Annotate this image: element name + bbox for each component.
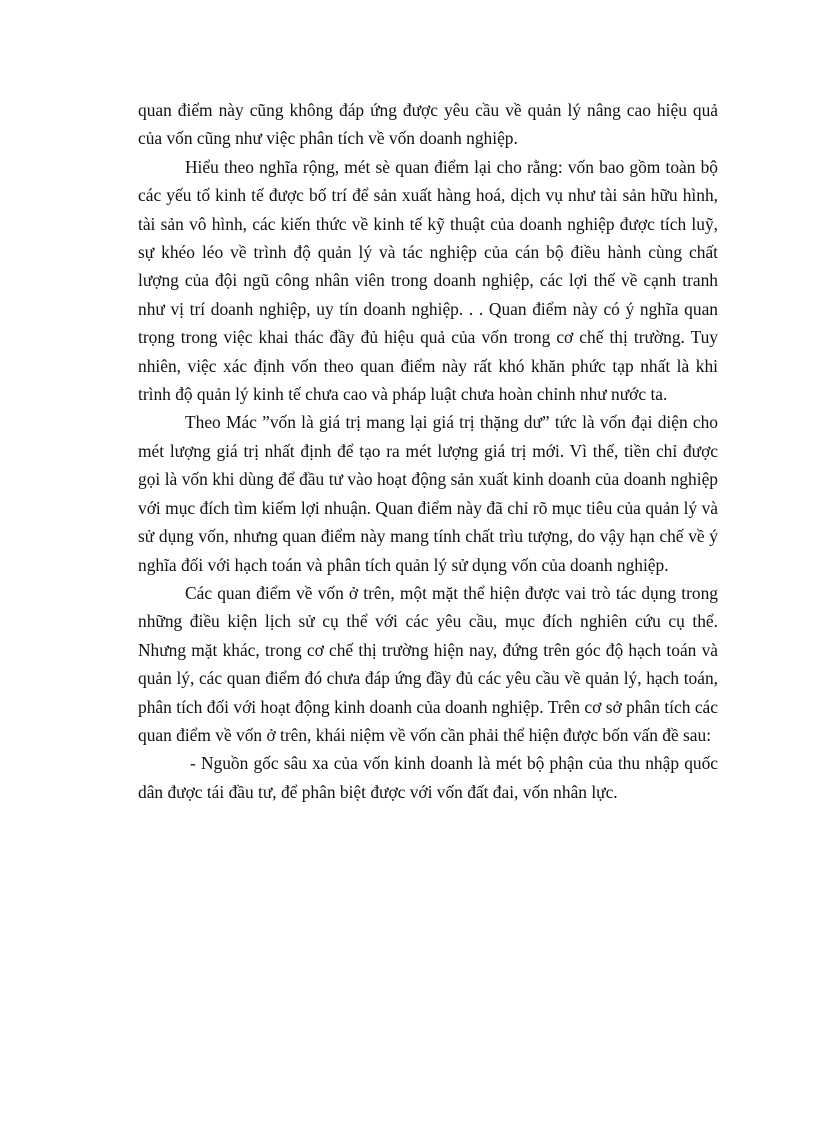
paragraph-summary: Các quan điểm về vốn ở trên, một mặt thể hiện được vai trò tác dụng trong những điều kiện lịch sử cụ thể với các yêu cầu, mục đích nghiên cứu cụ thể. Nhưng mặt khác, trong cơ chế thị trường hiện nay, đứng trên góc độ hạch toán và quản lý, các quan điểm đó chưa đáp ứng đầy đủ các yêu cầu về quản lý, hạch toán, phân tích đối với hoạt động kinh doanh của doanh nghiệp. Trên cơ sở phân tích các quan điểm về vốn ở trên, khái niệm về vốn cần phải thể hiện được bốn vấn đề sau: <box>138 582 718 745</box>
paragraph-continuation: quan điểm này cũng không đáp ứng được yêu cầu về quản lý nâng cao hiệu quả của vốn cũng như việc phân tích về vốn doanh nghiệp. <box>138 100 718 149</box>
bullet-item-origin: - Nguồn gốc sâu xa của vốn kinh doanh là mét bộ phận của thu nhập quốc dân được tái đầu tư, để phân biệt được với vốn đất đai, vốn nhân lực. <box>138 753 718 802</box>
paragraph-marx-view: Theo Mác ”vốn là giá trị mang lại giá trị thặng dư” tức là vốn đại diện cho mét lượng giá trị nhất định để tạo ra mét lượng giá trị mới. Vì thế, tiền chỉ được gọi là vốn khi dùng để đầu tư vào hoạt động sản xuất kinh doanh của doanh nghiệp với mục đích tìm kiếm lợi nhuận. Quan điểm này đã chỉ rõ mục tiêu của quản lý và sử dụng vốn, nhưng quan điểm này mang tính chất trìu tượng, do vậy hạn chế về ý nghĩa đối với hạch toán và phân tích quản lý sử dụng vốn của doanh nghiệp. <box>138 412 718 575</box>
paragraph-broad-definition: Hiểu theo nghĩa rộng, mét sè quan điểm lại cho rằng: vốn bao gồm toàn bộ các yếu tố kinh tế được bố trí để sản xuất hàng hoá, dịch vụ như tài sản hữu hình, tài sản vô hình, các kiến thức về kinh tế kỹ thuật của doanh nghiệp được tích luỹ, sự khéo léo về trình độ quản lý và tác nghiệp của cán bộ điều hành cùng chất lượng của đội ngũ công nhân viên trong doanh nghiệp, các lợi thế về cạnh tranh như vị trí doanh nghiệp, uy tín doanh nghiệp. . . Quan điểm này có ý nghĩa quan trọng trong việc khai thác đầy đủ hiệu quả của vốn trong cơ chế thị trường. Tuy nhiên, việc xác định vốn theo quan điểm này rất khó khăn phức tạp nhất là khi trình độ quản lý kinh tế chưa cao và pháp luật chưa hoàn chỉnh như nước ta. <box>138 156 718 405</box>
body-text <box>138 96 718 806</box>
